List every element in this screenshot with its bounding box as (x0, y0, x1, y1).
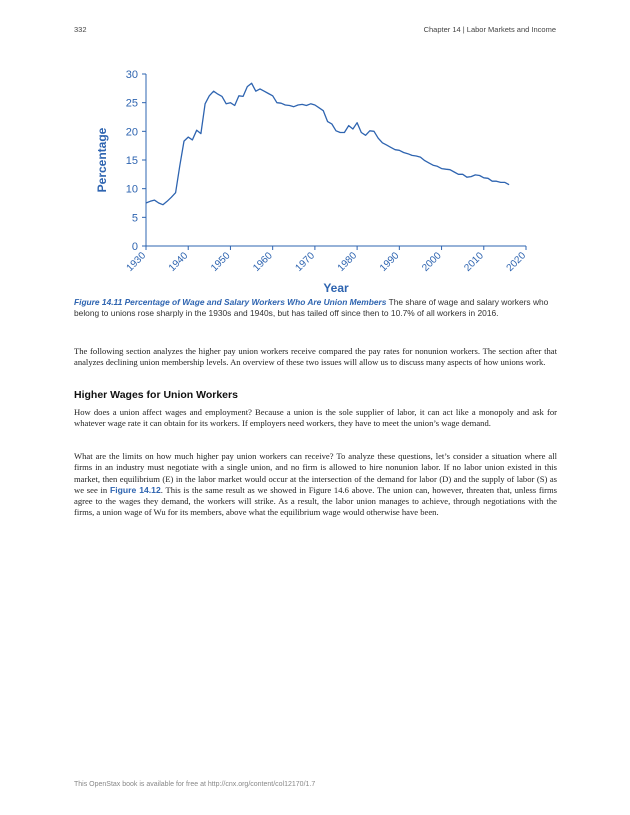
section-heading: Higher Wages for Union Workers (74, 389, 238, 401)
x-tick-label-2010: 2010 (462, 250, 486, 274)
y-tick-label-25: 25 (125, 97, 138, 110)
page-number: 332 (74, 25, 87, 34)
figure-label: Figure 14.11 Percentage of Wage and Salary Workers Who Are Union Members (74, 297, 387, 307)
x-tick-label-1940: 1940 (166, 250, 191, 274)
running-header (74, 25, 556, 37)
figure-caption-text: The share of wage and salary workers who belong to unions rose sharply in the 1930s and 1940s, but has tailed off since then to 10.7% of all workers in 2016. (74, 297, 549, 319)
y-tick-label-20: 20 (125, 126, 138, 139)
paragraph-1: How does a union affect wages and employment? Because a union is the sole supplier of labor, it can act like a monopoly and ask for whatever wage rate it can obtain for its workers. If employers need workers, they have to meet the union’s wage demand. (74, 407, 557, 429)
x-tick-label-1990: 1990 (377, 250, 402, 274)
x-tick-label-1970: 1970 (293, 250, 318, 274)
chapter-title: Chapter 14 | Labor Markets and Income (423, 25, 556, 34)
x-tick-label-1950: 1950 (209, 250, 233, 274)
x-tick-labels (125, 250, 529, 274)
y-axis-label: Percentage (95, 127, 109, 193)
figure-caption (74, 297, 560, 320)
x-tick-label-1980: 1980 (335, 250, 360, 274)
paragraph-2 (74, 451, 557, 519)
x-tick-label-1960: 1960 (251, 250, 275, 274)
series-line-union-membership (146, 83, 509, 205)
figure-14-12-link[interactable]: Figure 14.12 (109, 484, 161, 495)
y-tick-label-10: 10 (125, 183, 138, 196)
x-axis-label: Year (323, 281, 349, 295)
y-tick-label-30: 30 (125, 69, 138, 81)
paragraph-2-part-1: What are the limits on how much higher pay union workers can receive? To analyze these questions, let’s consider a situation where all firms in an industry must negotiate with a single union, and no firm is allowed to hire nonunion labor. If no labor union existed in this market, then equilibrium (E) in the labor market would occur at the intersection of the demand for labor (D) and the supply of labor (S) as we see in (74, 451, 557, 495)
footer-note: This OpenStax book is available for free at http://cnx.org/content/col12170/1.7 (74, 781, 316, 788)
x-tick-label-2000: 2000 (420, 250, 444, 274)
y-tick-label-5: 5 (131, 212, 138, 225)
y-tick-labels (126, 69, 138, 253)
union-membership-line-chart (90, 62, 540, 298)
y-tick-label-15: 15 (125, 155, 138, 167)
intro-paragraph: The following section analyzes the higher pay union workers receive compared the pay rates for nonunion workers. The section after that analyzes declining union membership levels. An overview of these two issues will allow us to discuss many aspects of how unions work. (74, 346, 557, 368)
x-tick-label-2020: 2020 (504, 250, 529, 274)
x-tick-label-1930: 1930 (124, 250, 149, 274)
paragraph-2-part-2: . This is the same result as we showed in Figure 14.6 above. The union can, however, threaten that, unless firms agree to the wages they demand, the workers will strike. As a result, the labor union manages to achieve, through negotiations with the firms, a union wage of Wu for its members, above what the equilibrium wage would otherwise have been. (74, 484, 558, 518)
y-tick-label-0: 0 (131, 241, 138, 253)
axis-ticks (142, 74, 526, 250)
